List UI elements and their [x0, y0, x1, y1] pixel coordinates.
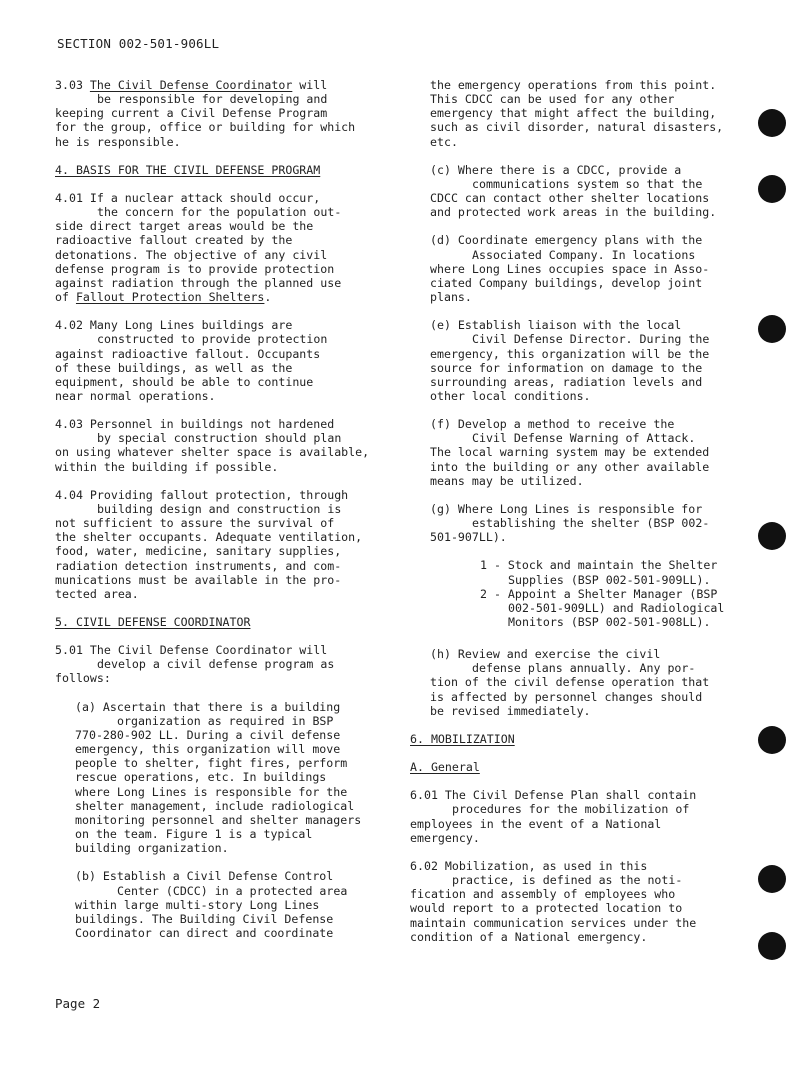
- punch-hole: [758, 109, 786, 137]
- paragraph-5-01: 5.01 The Civil Defense Coordinator will develop a civil defense program as follows:: [55, 643, 335, 686]
- item-f: (f) Develop a method to receive the Civil Defense Warning of Attack. The local warning system may be extended into the building or any other available means may be utilized.: [430, 417, 710, 488]
- paragraph-3-03: 3.03 The Civil Defense Coordinator will be responsible for developing and keeping current a Civil Defense Program for the group, office or building for which he is responsible.: [55, 78, 356, 149]
- punch-hole: [758, 175, 786, 203]
- page-number: Page 2: [55, 996, 101, 1011]
- left-column: [55, 78, 373, 954]
- punch-hole: [758, 315, 786, 343]
- item-g-subitems: 1 - Stock and maintain the Shelter Supplies (BSP 002-501-909LL). 2 - Appoint a Shelter Manager (BSP 002-501-909LL) and Radiological Monitors (BSP 002-501-908LL).: [480, 558, 725, 629]
- punch-hole: [758, 522, 786, 550]
- paragraph-4-01: 4.01 If a nuclear attack should occur, the concern for the population out- side direct target areas would be the radioactive fallout created by the detonations. The objective of any civil defense program is to provide protection against radiation through the planned use of Fallout Protection Shelters.: [55, 190, 342, 305]
- item-g: (g) Where Long Lines is responsible for establishing the shelter (BSP 002- 501-907LL).: [430, 501, 710, 545]
- heading-general: A. General: [410, 760, 480, 775]
- item-d: (d) Coordinate emergency plans with the Associated Company. In locations where Long Lines occupies space in Asso- ciated Company buildings, develop joint plans.: [430, 233, 710, 305]
- item-c: (c) Where there is a CDCC, provide a communications system so that the CDCC can contact other shelter locations and protected work areas in the building.: [430, 162, 717, 220]
- civil-defense-coordinator-term: The Civil Defense Coordinator: [89, 78, 293, 92]
- punch-hole: [758, 932, 786, 960]
- item-a: (a) Ascertain that there is a building organization as required in BSP 770-280-902 LL. During a civil defense emergency, this organization will move people to shelter, fight fires, perform rescue operations, etc. In buildings where Long Lines is responsible for the shelter management, include radiological monitoring personnel and shelter managers on the team. Figure 1 is a typical building organization.: [75, 699, 362, 856]
- heading-section-6: 6. MOBILIZATION: [410, 731, 515, 746]
- section-header: SECTION 002-501-906LL: [57, 36, 220, 51]
- heading-section-4: 4. BASIS FOR THE CIVIL DEFENSE PROGRAM: [55, 162, 321, 177]
- paragraph-6-02: 6.02 Mobilization, as used in this practice, is defined as the noti- fication and assembly of employees who would report to a protected location to maintain communication services under the condition of a National emergency.: [410, 858, 697, 944]
- punch-hole: [758, 865, 786, 893]
- paragraph-4-04: 4.04 Providing fallout protection, through building design and construction is not sufficient to assure the survival of the shelter occupants. Adequate ventilation, food, water, medicine, sanitary supplies, radiation detection instruments, and com- munications must be available in the pro- tected area.: [55, 487, 363, 601]
- item-b: (b) Establish a Civil Defense Control Center (CDCC) in a protected area within large multi-story Long Lines buildings. The Building Civil Defense Coordinator can direct and coordinate: [75, 869, 348, 940]
- right-column: [410, 78, 725, 958]
- item-b-continued: the emergency operations from this point. This CDCC can be used for any other emergency that might affect the building, such as civil disorder, natural disasters, etc.: [430, 78, 724, 149]
- paragraph-4-02: 4.02 Many Long Lines buildings are constructed to provide protection against radioactive fallout. Occupants of these buildings, as well as the equipment, should be able to continue near normal operations.: [55, 318, 328, 403]
- item-h: (h) Review and exercise the civil defense plans annually. Any por- tion of the civil defense operation that is affected by personnel changes should be revised immediately.: [430, 647, 710, 718]
- paragraph-4-03: 4.03 Personnel in buildings not hardened by special construction should plan on using whatever shelter space is available, within the building if possible.: [55, 417, 370, 474]
- item-e: (e) Establish liaison with the local Civil Defense Director. During the emergency, this organization will be the source for information on damage to the surrounding areas, radiation levels and other local conditions.: [430, 318, 710, 403]
- heading-section-5: 5. CIVIL DEFENSE COORDINATOR: [55, 615, 251, 629]
- punch-hole: [758, 726, 786, 754]
- fallout-protection-shelters-term: Fallout Protection Shelters: [75, 290, 265, 305]
- paragraph-6-01: 6.01 The Civil Defense Plan shall contain procedures for the mobilization of employees in the event of a National emergency.: [410, 788, 697, 845]
